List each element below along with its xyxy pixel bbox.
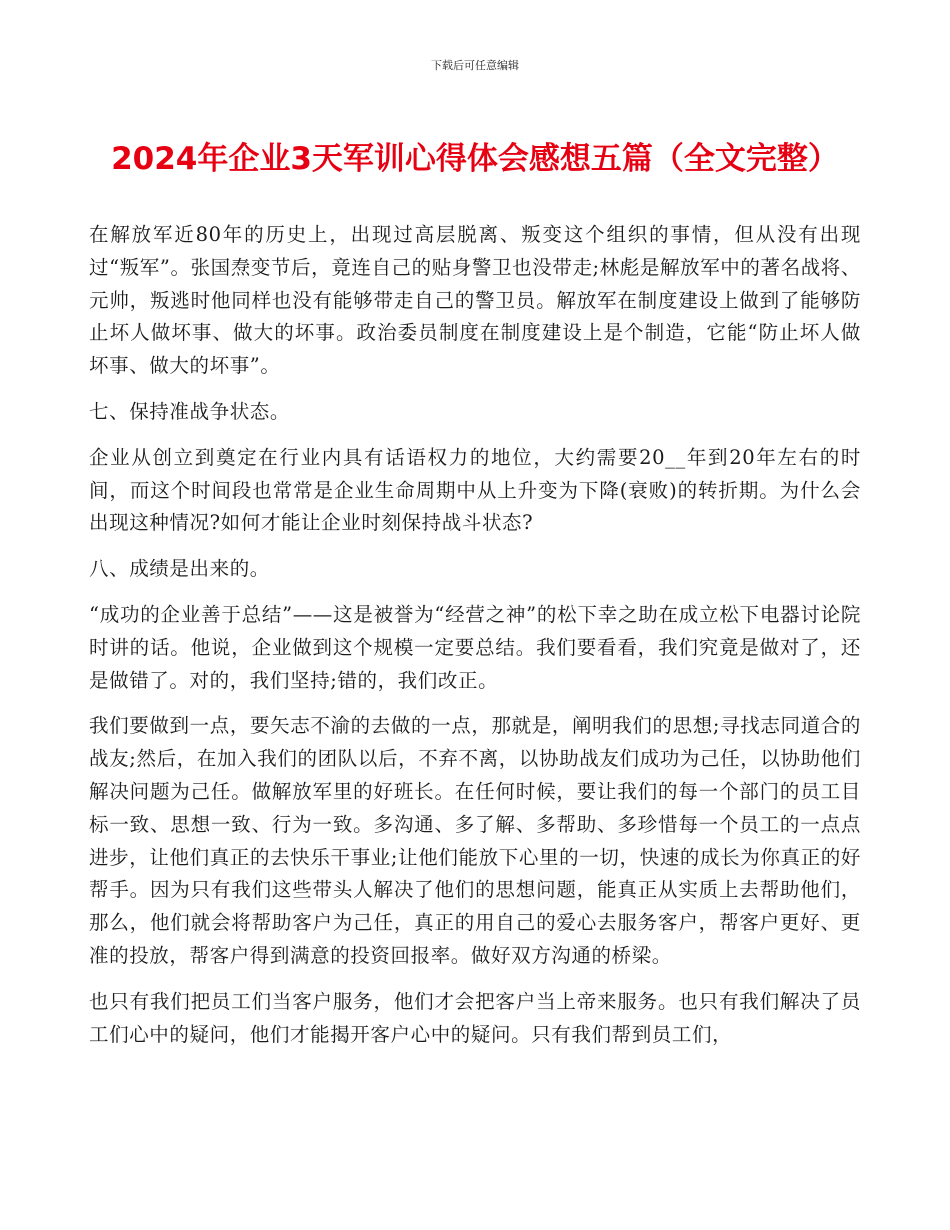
- paragraph: 也只有我们把员工们当客户服务，他们才会把客户当上帝来服务。也只有我们解决了员工们心中的疑问，他们才能揭开客户心中的疑问。只有我们帮到员工们，: [89, 989, 861, 1046]
- document-body: [89, 219, 861, 1064]
- paragraph: 企业从创立到奠定在行业内具有话语权力的地位，大约需要20__年到20年左右的时间，而这个时间段也常常是企业生命周期中从上升变为下降(衰败)的转折期。为什么会出现这种情况?如何才能让企业时刻保持战斗状态?: [89, 445, 861, 535]
- paragraph: 我们要做到一点，要矢志不渝的去做的一点，那就是，阐明我们的思想;寻找志同道合的战友;然后，在加入我们的团队以后，不弃不离，以协助战友们成功为己任，以协助他们解决问题为己任。做解放军里的好班长。在任何时候，要让我们的每一个部门的员工目标一致、思想一致、行为一致。多沟通、多了解、多帮助、多珍惜每一个员工的一点点进步，让他们真正的去快乐干事业;让他们能放下心里的一切，快速的成长为你真正的好帮手。因为只有我们这些带头人解决了他们的思想问题，能真正从实质上去帮助他们，那么，他们就会将帮助客户为己任，真正的用自己的爱心去服务客户，帮客户更好、更准的投放，帮客户得到满意的投资回报率。做好双方沟通的桥梁。: [89, 714, 861, 967]
- section-heading-8: 八、成绩是出来的。: [89, 557, 270, 581]
- paragraph: 在解放军近80年的历史上，出现过高层脱离、叛变这个组织的事情，但从没有出现过“叛军”。张国焘变节后，竟连自己的贴身警卫也没带走;林彪是解放军中的著名战将、元帅，叛逃时他同样也没有能够带走自己的警卫员。解放军在制度建设上做到了能够防止坏人做坏事、做大的坏事。政治委员制度在制度建设上是个制造，它能“防止坏人做坏事、做大的坏事”。: [89, 223, 862, 378]
- paragraph: “成功的企业善于总结”——这是被誉为“经营之神”的松下幸之助在成立松下电器讨论院时讲的话。他说，企业做到这个规模一定要总结。我们要看看，我们究竟是做对了，还是做错了。对的，我们坚持;错的，我们改正。: [89, 602, 861, 692]
- header-note: 下载后可任意编辑: [431, 59, 519, 72]
- document-title: 2024年企业3天军训心得体会感想五篇（全文完整）: [111, 141, 839, 177]
- section-heading-7: 七、保持准战争状态。: [89, 399, 291, 423]
